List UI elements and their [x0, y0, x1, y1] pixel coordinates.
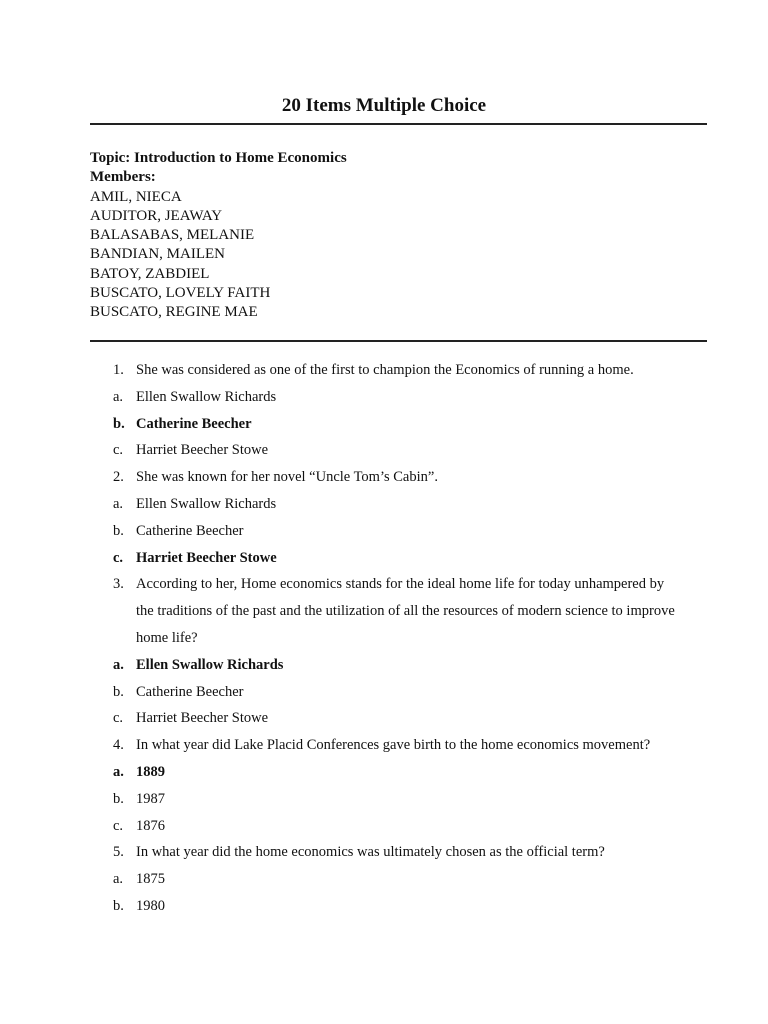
- question-number: 2.: [113, 469, 124, 486]
- correct-choice-item: [0, 759, 768, 786]
- choice-letter: b.: [113, 415, 125, 432]
- choice-letter: b.: [113, 897, 124, 914]
- question-list: [0, 357, 768, 920]
- members-label: Members:: [90, 169, 156, 186]
- member-name: AMIL, NIECA: [90, 188, 182, 205]
- choice-text: Ellen Swallow Richards: [136, 495, 277, 512]
- question-item: [0, 732, 768, 759]
- top-divider: [90, 123, 707, 125]
- choice-item: [0, 679, 768, 706]
- topic-value: Introduction to Home Economics: [134, 150, 347, 166]
- question-item: [0, 571, 768, 651]
- choice-letter: c.: [113, 442, 124, 459]
- question-item: [0, 839, 768, 866]
- choice-letter: c.: [113, 710, 124, 727]
- section-divider: [90, 340, 707, 342]
- choice-item: [0, 893, 768, 920]
- correct-choice-item: [0, 545, 768, 572]
- page-title: 20 Items Multiple Choice: [281, 95, 487, 116]
- member-name: BUSCATO, REGINE MAE: [90, 304, 258, 321]
- choice-text: Ellen Swallow Richards: [136, 656, 284, 673]
- choice-text: Harriet Beecher Stowe: [136, 442, 269, 459]
- choice-text: 1875: [136, 871, 165, 888]
- choice-letter: a.: [113, 763, 124, 780]
- choice-item: [0, 813, 768, 840]
- choice-text: 1889: [136, 763, 165, 780]
- choice-item: [0, 437, 768, 464]
- question-text: She was known for her novel “Uncle Tom’s Cabin”.: [136, 469, 438, 486]
- question-text: According to her, Home economics stands for the ideal home life for today unhampered by the traditions of the past and the utilization of all the resources of modern science to improve home life?: [136, 576, 675, 646]
- choice-letter: b.: [113, 683, 124, 700]
- choice-text: 1876: [136, 817, 165, 834]
- question-item: [0, 357, 768, 384]
- choice-letter: b.: [113, 790, 124, 807]
- question-number: 3.: [113, 576, 124, 593]
- member-name: BUSCATO, LOVELY FAITH: [90, 285, 271, 302]
- document-header: [90, 149, 690, 323]
- choice-item: [0, 518, 768, 545]
- member-name: BANDIAN, MAILEN: [90, 246, 225, 263]
- question-item: [0, 464, 768, 491]
- correct-choice-item: [0, 411, 768, 438]
- choice-text: Harriet Beecher Stowe: [136, 710, 269, 727]
- member-name: BALASABAS, MELANIE: [90, 227, 255, 244]
- choice-item: [0, 866, 768, 893]
- choice-text: Ellen Swallow Richards: [136, 388, 277, 405]
- choice-letter: a.: [113, 871, 124, 888]
- choice-letter: a.: [113, 495, 124, 512]
- question-text: In what year did the home economics was ultimately chosen as the official term?: [136, 844, 605, 861]
- choice-item: [0, 705, 768, 732]
- choice-item: [0, 491, 768, 518]
- choice-text: Catherine Beecher: [136, 683, 244, 700]
- question-number: 4.: [113, 737, 124, 754]
- choice-text: Harriet Beecher Stowe: [136, 549, 277, 566]
- topic-label: Topic:: [90, 150, 131, 166]
- choice-item: [0, 384, 768, 411]
- question-number: 1.: [113, 362, 124, 378]
- choice-text: Catherine Beecher: [136, 415, 252, 432]
- member-name: AUDITOR, JEAWAY: [90, 207, 223, 224]
- choice-item: [0, 786, 768, 813]
- question-number: 5.: [113, 844, 124, 861]
- choice-text: Catherine Beecher: [136, 522, 244, 539]
- choice-letter: a.: [113, 656, 124, 673]
- choice-letter: c.: [113, 549, 124, 566]
- question-text: In what year did Lake Placid Conferences gave birth to the home economics movement?: [136, 737, 651, 754]
- correct-choice-item: [0, 652, 768, 679]
- question-text: She was considered as one of the first to champion the Economics of running a home.: [136, 362, 634, 378]
- choice-letter: b.: [113, 522, 124, 539]
- choice-letter: a.: [113, 388, 124, 405]
- topic-line: [90, 149, 690, 168]
- choice-text: 1987: [136, 790, 165, 807]
- member-name: BATOY, ZABDIEL: [90, 265, 210, 282]
- choice-text: 1980: [136, 897, 165, 914]
- choice-letter: c.: [113, 817, 124, 834]
